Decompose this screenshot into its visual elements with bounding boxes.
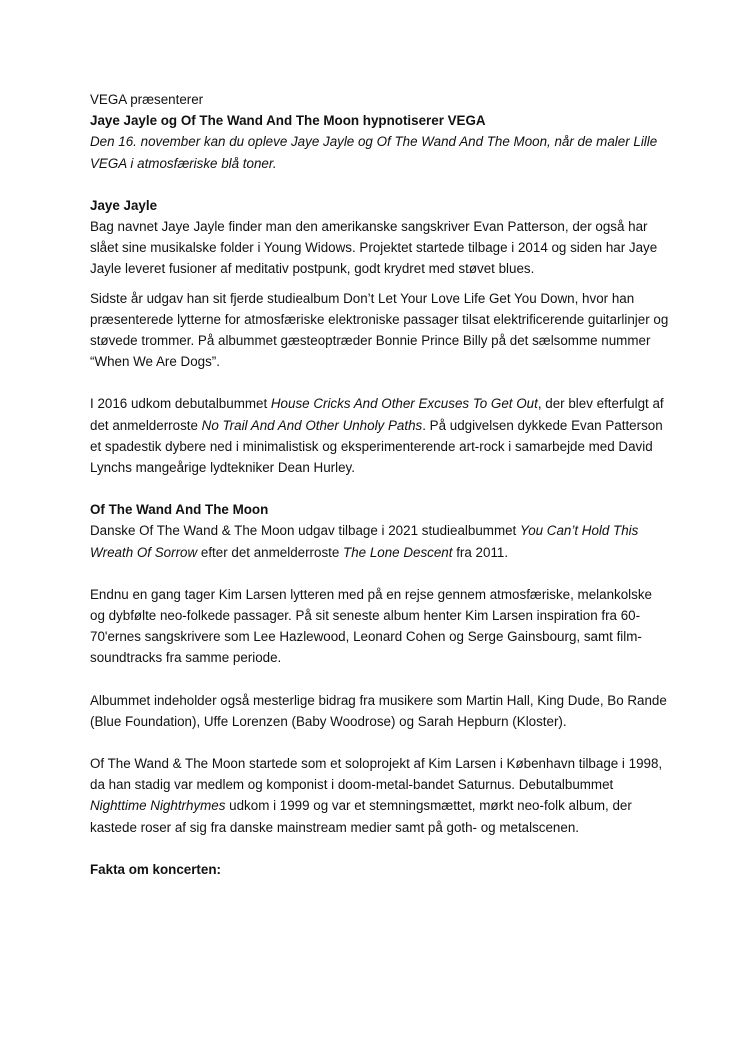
album-title: You Can’t Hold This Wreath Of Sorrow	[90, 523, 639, 560]
wand-moon-paragraph-2: Endnu en gang tager Kim Larsen lytteren med på en rejse gennem atmosfæriske, melankolske og dybfølte neo-folkede passager. På sit seneste album henter Kim Larsen inspiration fra 60-70'ernes sangskrivere som Lee Hazlewood, Leonard Cohen og Serge Gainsbourg, samt film-soundtracks fra samme periode.	[90, 586, 652, 666]
jaye-jayle-paragraph-2: Sidste år udgav han sit fjerde studiealbum Don’t Let Your Love Life Get You Down, hvor han præsenterede lytterne for atmosfæriske elektroniske passager tilsat elektrificerende guitarlinjer og støvede trommer. På albummet gæsteoptræder Bonnie Prince Billy på det sælsomme nummer “When We Are Dogs”.	[90, 290, 669, 370]
section-heading-wand-moon: Of The Wand And The Moon	[90, 502, 269, 518]
album-title: The Lone Descent	[343, 544, 453, 560]
album-title: Nighttime Nightrhymes	[90, 798, 226, 814]
lead-paragraph: Den 16. november kan du opleve Jaye Jayle og Of The Wand And The Moon, når de maler Lille VEGA i atmosfæriske blå toner.	[90, 134, 658, 171]
text-segment: . På udgivelsen dykkede Evan Patterson et spadestik dybere ned i minimalistisk og eksperimenterende art-rock i samarbejde med David Lynchs mangeårige lydtekniker Dean Hurley.	[90, 417, 663, 476]
presenter-line: VEGA præsenterer	[90, 92, 204, 107]
text-segment: efter det anmelderroste	[197, 544, 344, 560]
album-title: House Cricks And Other Excuses To Get Out	[270, 396, 538, 412]
wand-moon-paragraph-3: Albummet indeholder også mesterlige bidrag fra musikere som Martin Hall, King Dude, Bo Rande (Blue Foundation), Uffe Lorenzen (Baby Woodrose) og Sarah Hepburn (Kloster).	[90, 692, 667, 729]
text-segment: fra 2011.	[452, 544, 509, 560]
wand-moon-paragraph-1	[90, 520, 670, 562]
section-heading-jaye-jayle: Jaye Jayle	[90, 197, 158, 213]
wand-moon-paragraph-4	[90, 753, 670, 838]
text-segment: Danske Of The Wand & The Moon udgav tilbage i 2021 studiealbummet	[90, 523, 520, 539]
text-segment: , der blev efterfulgt af det anmelderroste	[90, 396, 664, 433]
text-segment: udkom i 1999 og var et stemningsmættet, mørkt neo-folk album, der kastede roser af sig fra danske mainstream medier samt på goth- og metalscenen.	[90, 798, 632, 835]
jaye-jayle-paragraph-3	[90, 393, 670, 478]
text-segment: I 2016 udkom debutalbummet	[90, 396, 271, 412]
jaye-jayle-paragraph-1: Bag navnet Jaye Jayle finder man den amerikanske sangskriver Evan Patterson, der også har slået sine musikalske folder i Young Widows. Projektet startede tilbage i 2014 og siden har Jaye Jayle leveret fusioner af meditativ postpunk, godt krydret med støvet blues.	[90, 219, 658, 277]
press-release	[90, 89, 670, 880]
album-title: No Trail And And Other Unholy Paths	[201, 417, 423, 433]
headline: Jaye Jayle og Of The Wand And The Moon hypnotiserer VEGA	[90, 113, 486, 129]
text-segment: Of The Wand & The Moon startede som et soloprojekt af Kim Larsen i København tilbage i 1998, da han stadig var medlem og komponist i doom-metal-bandet Saturnus. Debutalbummet	[90, 756, 663, 793]
facts-heading: Fakta om koncerten:	[90, 861, 221, 877]
